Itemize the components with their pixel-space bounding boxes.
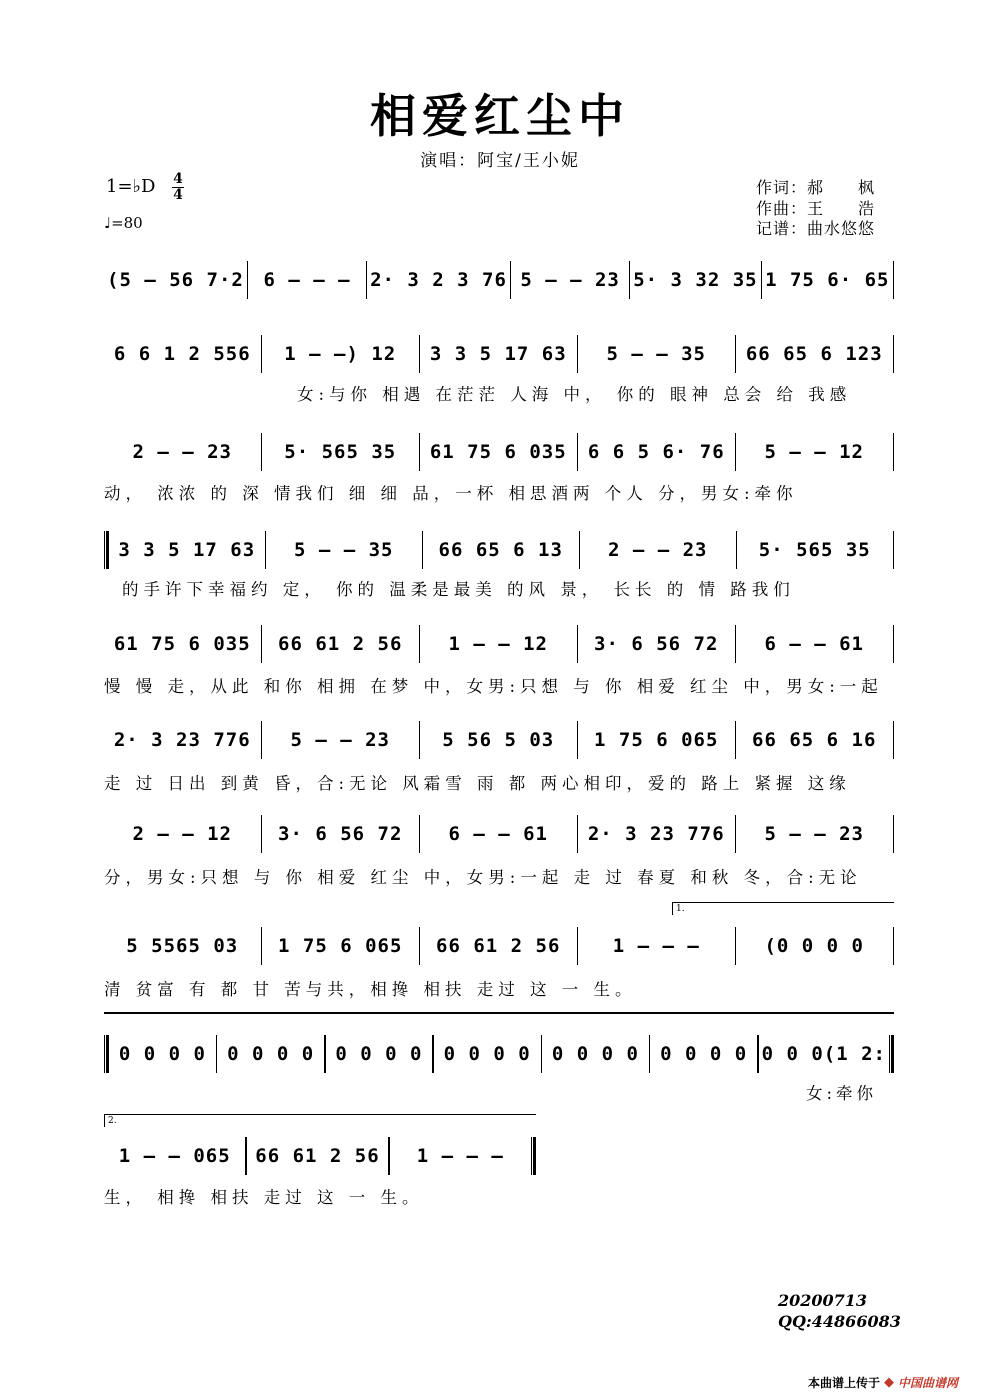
lyric-line-5: 走 过 日出 到黄 昏，合:无论 风霜雪 雨 都 两心相印，爱的 路上 紧握 这缘 (104, 774, 851, 793)
barline (893, 927, 895, 965)
measure: 5 – – 23 (290, 729, 390, 751)
score-row (104, 718, 894, 762)
measure: 5 – – 23 (520, 269, 620, 291)
barline (893, 625, 895, 663)
measure: 1 – –) 12 (284, 343, 397, 365)
site-logo-icon: ◆ (884, 1375, 895, 1390)
volta-first-ending: 1. (672, 902, 894, 915)
measure: 1 – – 12 (448, 633, 548, 655)
measure: 3 3 5 17 63 (429, 343, 567, 365)
barline (893, 335, 895, 373)
measure: 3· 6 56 72 (278, 823, 403, 845)
measure: 3 3 5 17 63 (118, 539, 256, 561)
tempo-marking: ♩=80 (104, 214, 143, 232)
measure: 0 0 0 0 (660, 1043, 748, 1065)
lyric-line-7: 清 贫富 有 都 甘 苦与共，相搀 相扶 走过 这 一 生。 (104, 980, 637, 999)
measure: 0 0 0 0 (118, 1043, 206, 1065)
measure: 2· 3 23 776 (587, 823, 725, 845)
site-brand: 中国曲谱网 (898, 1376, 959, 1390)
measure: 1 – – – (416, 1145, 504, 1167)
measure: 66 61 2 56 (436, 935, 561, 957)
measure: 1 – – 065 (118, 1145, 231, 1167)
barline (893, 721, 895, 759)
score-row (104, 258, 894, 302)
transcriber-credit: 记谱：曲水悠悠 (756, 219, 876, 238)
measure: 5 – – 35 (293, 539, 394, 561)
measure: 5· 565 35 (758, 539, 871, 561)
measure: 66 65 6 13 (438, 539, 563, 561)
measure: 2· 3 2 3 76 (370, 269, 507, 291)
measure: 5 – – 12 (764, 441, 864, 463)
measure: 1 75 6 065 (278, 935, 403, 957)
measure: 3· 6 56 72 (594, 633, 719, 655)
measure: 0 0 0 0 (551, 1043, 639, 1065)
measure: (5 – 56 7·2 (107, 269, 244, 291)
song-title: 相爱红尘中 (370, 89, 630, 143)
female-cue: 女:牵你 (806, 1084, 878, 1103)
lyric-line-2: 动， 浓浓 的 深 情我们 细 细 品，一杯 相思酒两 个人 分，男女:牵你 (104, 484, 798, 503)
footer (808, 1374, 958, 1391)
score-row (104, 528, 894, 572)
measure: 1 – – – (612, 935, 700, 957)
score-row (104, 812, 894, 856)
qq-text: QQ:44866083 (778, 1312, 901, 1331)
key-signature: 1=♭D (106, 176, 156, 197)
credits-block (756, 178, 875, 240)
time-signature (172, 172, 184, 203)
singer-credit: 演唱：阿宝/王小妮 (420, 151, 580, 171)
measure: 61 75 6 035 (429, 441, 567, 463)
score-row (104, 332, 894, 376)
measure: 0 0 0 0 (443, 1043, 531, 1065)
date-text: 20200713 (778, 1291, 868, 1310)
measure: 5 – – 23 (764, 823, 864, 845)
measure: 5 56 5 03 (442, 729, 555, 751)
measure: 1 75 6· 65 (765, 269, 890, 291)
measure: 0 0 0(1 2: (761, 1043, 886, 1065)
composer-credit: 作曲：王 浩 (756, 198, 876, 218)
measure: 6 6 5 6· 76 (587, 441, 725, 463)
measure: 2 – – 23 (132, 441, 232, 463)
date-block (778, 1290, 901, 1332)
volta-second-ending: 2. (104, 1114, 536, 1127)
measure: 61 75 6 035 (113, 633, 251, 655)
measure: 66 61 2 56 (278, 633, 403, 655)
measure: 0 0 0 0 (227, 1043, 315, 1065)
score-row (104, 622, 894, 666)
lyric-line-3: 的手许下幸福约 定， 你的 温柔是最美 的风 景， 长长 的 情 路我们 (122, 580, 795, 599)
measure: 5· 3 32 35 (633, 269, 758, 291)
time-sig-bottom: 4 (173, 187, 183, 203)
final-barline (889, 1035, 894, 1073)
score-row (104, 1032, 894, 1076)
score-row (104, 430, 894, 474)
measure: 6 – – – (263, 269, 351, 291)
final-barline (531, 1137, 536, 1175)
measure: 2· 3 23 776 (113, 729, 251, 751)
measure: (0 0 0 0 (764, 935, 864, 957)
lyric-line-6: 分，男女:只想 与 你 相爱 红尘 中，女男:一起 走 过 春夏 和秋 冬，合:无论 (104, 868, 862, 887)
measure: 2 – – 23 (607, 539, 708, 561)
score-row (104, 1134, 536, 1178)
measure: 66 61 2 56 (255, 1145, 380, 1167)
lyric-line-1: 女:与你 相遇 在茫茫 人海 中， 你的 眼神 总会 给 我感 (297, 385, 852, 404)
measure: 5 5565 03 (126, 935, 239, 957)
measure: 1 75 6 065 (594, 729, 719, 751)
barline (893, 433, 895, 471)
barline (893, 531, 895, 569)
measure: 66 65 6 123 (745, 343, 883, 365)
measure: 6 6 1 2 556 (113, 343, 251, 365)
measure: 6 – – 61 (764, 633, 864, 655)
time-sig-top: 4 (173, 171, 183, 187)
measure: 0 0 0 0 (335, 1043, 423, 1065)
measure: 5· 565 35 (284, 441, 397, 463)
barline (893, 261, 895, 299)
measure: 2 – – 12 (132, 823, 232, 845)
score-row (104, 924, 894, 968)
barline (893, 815, 895, 853)
lyricist-credit: 作词：郝 枫 (756, 178, 876, 197)
footer-text: 本曲谱上传于 (808, 1376, 881, 1390)
measure: 6 – – 61 (448, 823, 548, 845)
lyric-line-4: 慢 慢 走，从此 和你 相拥 在梦 中，女男:只想 与 你 相爱 红尘 中，男女:一起 (104, 677, 883, 696)
measure: 66 65 6 16 (752, 729, 877, 751)
lyric-line-8: 生， 相搀 相扶 走过 这 一 生。 (104, 1188, 424, 1207)
interlude-top-rule (104, 1012, 894, 1014)
measure: 5 – – 35 (606, 343, 706, 365)
